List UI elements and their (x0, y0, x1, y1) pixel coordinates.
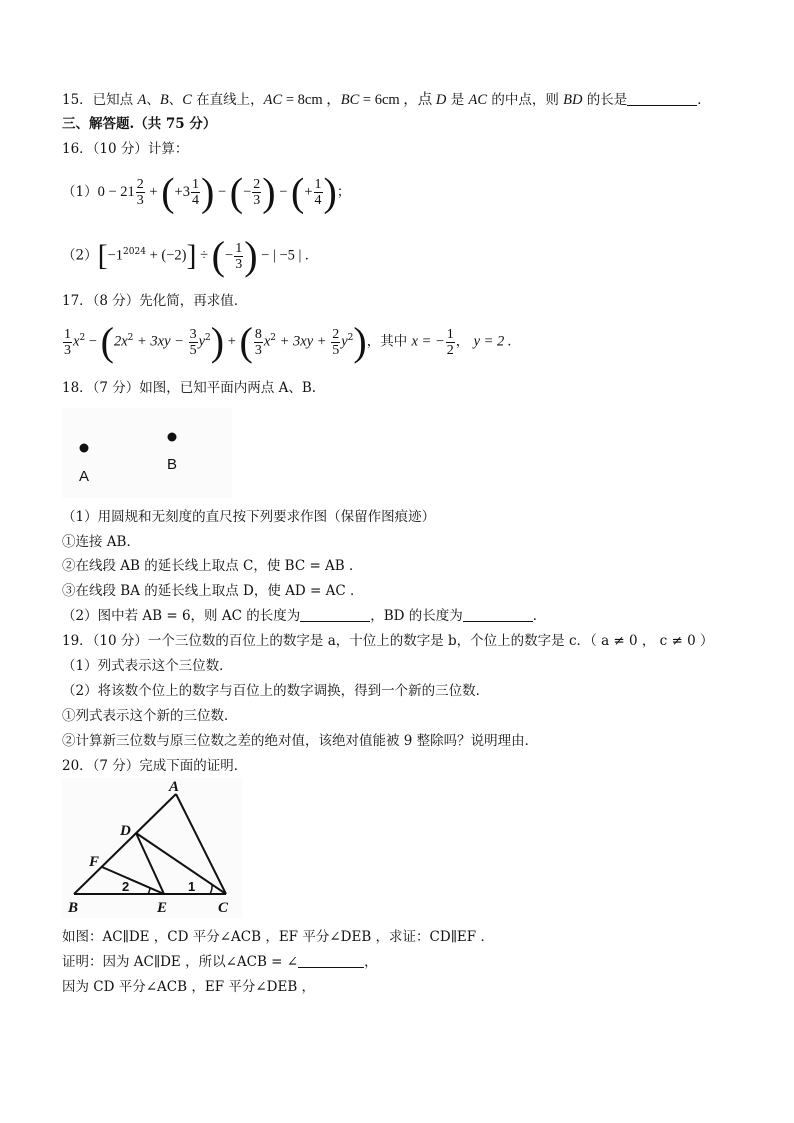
q19-line3: （2）将该数个位上的数字与百位上的数字调换，得到一个新的三位数． (62, 683, 490, 699)
fraction: $\frac{1}{3}$ (235, 240, 243, 272)
point-c-label: C (218, 900, 229, 916)
math-text: 0 − 21 (97, 184, 135, 200)
math-text: − | −5 | . (257, 247, 309, 264)
q15-text: 15．已知点 (62, 92, 138, 108)
angle-1-label: 1 (188, 879, 196, 894)
q20-header: 20．（7 分）完成下面的证明． (62, 758, 248, 774)
point-b-dot (168, 433, 177, 442)
q19-line1: 19．（10 分）一个三位数的百位上的数字是 a，十位上的数字是 b，个位上的数字是 c．（ a ≠ 0 ， c ≠ 0 ） (62, 633, 714, 649)
q15-var: C (182, 92, 192, 108)
angle-2-label: 2 (122, 879, 130, 894)
math-text: − (225, 247, 234, 264)
q20-line2: 证明：因为 AC∥DE ，所以∠ACB = ∠ ， (62, 954, 378, 970)
math-text: − (214, 184, 230, 200)
q18-line4: ③在线段 BA 的延长线上取点 D，使 AD = AC ． (62, 583, 364, 599)
q19-line4: ①列式表示这个新的三位数． (62, 708, 238, 724)
math-text: +3 (174, 184, 190, 200)
math-text: −1 (107, 247, 124, 264)
q18-line1: （1）用圆规和无刻度的直尺按下列要求作图（保留作图痕迹） (62, 509, 436, 525)
section-heading: 三、解答题.（共 75 分） (62, 116, 217, 132)
math-text: − (243, 184, 252, 200)
point-f-label: F (89, 854, 100, 870)
q18-line5: （2）图中若 AB = 6，则 AC 的长度为 ，BD 的长度为 ． (62, 608, 547, 624)
fraction: $\frac{3}{5}$ (189, 326, 197, 358)
math-text: − (275, 184, 292, 200)
fraction: $\frac{1}{2}$ (446, 326, 454, 358)
q15-var: AC (263, 92, 283, 108)
angle-answer-blank[interactable] (298, 953, 364, 968)
point-b-label: B (68, 900, 79, 916)
q18-line2: ①连接 AB． (62, 534, 140, 550)
math-text: ； (336, 184, 351, 200)
exponent: 2024 (123, 247, 146, 257)
q15-text: = 8cm ， (282, 92, 341, 108)
math-text: + (−2) (145, 247, 187, 264)
q18-line3: ②在线段 AB 的延长线上取点 C，使 BC = AB ． (62, 558, 363, 574)
q15-var: A (137, 92, 147, 108)
q15-text: 是 (446, 92, 469, 108)
q19-line2: （1）列式表示这个三位数． (62, 658, 233, 674)
fraction: $\frac{2}{3}$ (136, 177, 144, 208)
q15-answer-blank[interactable] (627, 91, 697, 106)
q20-triangle-figure (62, 778, 242, 918)
q18-header: 18．（7 分）如图，已知平面内两点 A、B. (62, 380, 317, 396)
point-e-label: E (157, 900, 168, 916)
point-a-dot (80, 444, 89, 453)
q15-var: BC (340, 92, 360, 108)
part-label: （1） (62, 184, 98, 200)
q18-figure (62, 408, 232, 498)
fraction: $\frac{2}{5}$ (332, 326, 340, 358)
math-text: ÷ (196, 247, 212, 264)
q15-text: 在直线上， (191, 92, 264, 108)
q15-var: AC (468, 92, 488, 108)
q15-text: 的中点，则 (487, 92, 564, 108)
q16-part2: $(2)[-1^{2024} + (-2)]$ ÷ (− $\frac{1}{3}$ ) − | −5 | . (62, 233, 309, 278)
q20-line1: 如图：AC∥DE ，CD 平分∠ACB ，EF 平分∠DEB ，求证：CD∥EF ． (62, 929, 494, 945)
q19-line5: ②计算新三位数与原三位数之差的绝对值，该绝对值能被 9 整除吗？说明理由． (62, 733, 539, 749)
q15-var: B (159, 92, 169, 108)
q16-part1: （1）0 − 21 $\frac{2}{3}$ + (+3 $\frac{1}{4}$ ) − (− $\frac{2}{3}$ ) − (+ $\frac{1}{4}$ )； (62, 169, 351, 215)
q17-header: 17．（8 分）先化简，再求值． (62, 293, 248, 309)
bd-answer-blank[interactable] (463, 607, 533, 622)
point-b-label: B (167, 456, 178, 473)
fraction: $\frac{8}{3}$ (254, 326, 262, 358)
fraction: $\frac{1}{4}$ (191, 177, 199, 208)
q16-header: 16．（10 分）计算： (62, 141, 189, 157)
part-label: （2） (62, 247, 98, 264)
point-a-label: A (169, 779, 180, 795)
fraction: $\frac{1}{4}$ (314, 177, 322, 208)
q15-text: 、 (168, 92, 183, 108)
q20-line3: 因为 CD 平分∠ACB ，EF 平分∠DEB ， (62, 979, 316, 995)
fraction: $\frac{1}{3}$ (64, 326, 71, 358)
fraction: $\frac{2}{3}$ (253, 177, 261, 208)
q15-text: 的长是 (582, 92, 628, 108)
q15-text: ． (697, 92, 711, 108)
math-text: + (304, 184, 313, 200)
point-d-label: D (120, 823, 131, 839)
q15-text: 、 (146, 92, 160, 108)
math-text: + (145, 184, 162, 200)
q15-text: = 6cm ，点 (359, 92, 436, 108)
point-a-label: A (79, 468, 90, 485)
q15-var: D (435, 92, 447, 108)
q17-expression: $\frac{1}{3}$ $x^2 - (2x^2 + 3xy$ − $\frac{3}{5}$ $y^2$) + ( $\frac{8}{3}$ $x^2 + 3xy$ + $\frac{2}{5}$ $y^2$)，其中 x = − $\frac{1}{2}$ ， y = 2 . (64, 319, 512, 364)
q15-line (62, 90, 711, 110)
ac-answer-blank[interactable] (300, 607, 370, 622)
q15-var: BD (563, 92, 583, 108)
